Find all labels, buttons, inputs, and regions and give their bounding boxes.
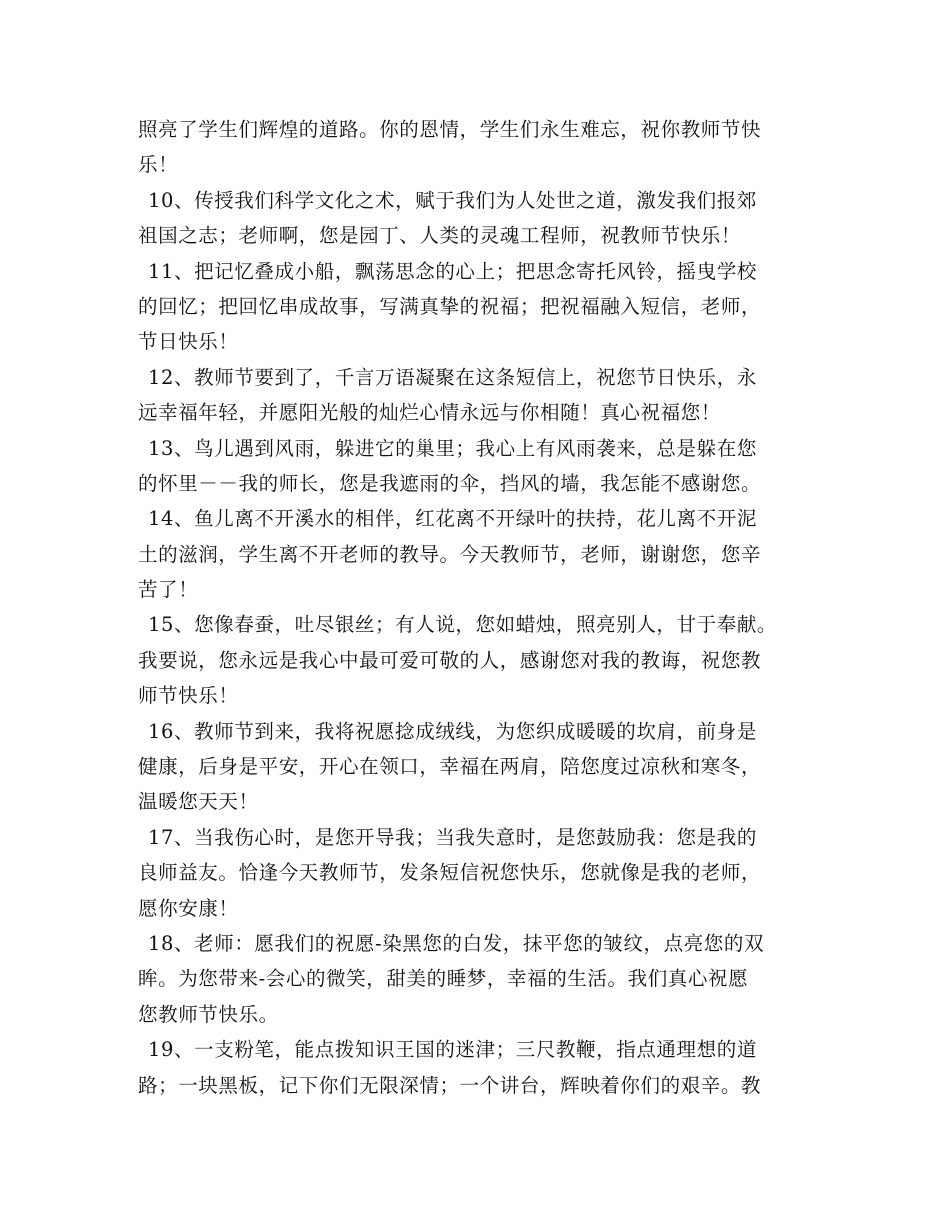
text-line: 16、教师节到来，我将祝愿捻成绒线，为您织成暖暖的坎肩，前身是 [148, 719, 757, 743]
text-line: 良师益友。恰逢今天教师节，发条短信祝您快乐，您就像是我的老师， [138, 861, 762, 885]
text-line: 的怀里－－我的师长，您是我遮雨的伞，挡风的墙，我怎能不感谢您。 [138, 471, 762, 495]
text-line: 温暖您天天！ [138, 790, 259, 814]
document-body [138, 112, 818, 1103]
text-line: 眸。为您带来-会心的微笑，甜美的睡梦，幸福的生活。我们真心祝愿 [138, 967, 749, 991]
text-line: 17、当我伤心时，是您开导我；当我失意时，是您鼓励我：您是我的 [148, 825, 757, 849]
text-line: 祖国之志；老师啊，您是园丁、人类的灵魂工程师，祝教师节快乐！ [138, 224, 742, 248]
text-line: 10、传授我们科学文化之术，赋于我们为人处世之道，激发我们报郊 [148, 188, 757, 212]
text-line: 18、老师：愿我们的祝愿-染黑您的白发，抹平您的皱纹，点亮您的双 [148, 931, 765, 955]
text-line: 苦了！ [138, 578, 199, 602]
text-line: 路；一块黑板，记下你们无限深情；一个讲台，辉映着你们的艰辛。教 [138, 1073, 762, 1097]
text-line: 14、鱼儿离不开溪水的相伴，红花离不开绿叶的扶持，花儿离不开泥 [148, 507, 757, 531]
text-line: 愿你安康！ [138, 896, 239, 920]
text-line: 健康，后身是平安，开心在领口，幸福在两肩，陪您度过凉秋和寒冬， [138, 755, 762, 779]
text-line: 13、鸟儿遇到风雨，躲进它的巢里；我心上有风雨袭来，总是躲在您 [148, 436, 757, 460]
text-line: 12、教师节要到了，千言万语凝聚在这条短信上，祝您节日快乐，永 [148, 365, 757, 389]
text-line: 照亮了学生们辉煌的道路。你的恩情，学生们永生难忘，祝你教师节快 [138, 118, 762, 141]
text-line: 19、一支粉笔，能点拨知识王国的迷津；三尺教鞭，指点通理想的道 [148, 1038, 757, 1062]
text-line: 15、您像春蚕，吐尽银丝；有人说，您如蜡烛，照亮别人，甘于奉献。 [148, 613, 778, 637]
text-line: 乐！ [138, 153, 179, 177]
text-line: 师节快乐！ [138, 684, 239, 708]
text-line: 11、把记忆叠成小船，飘荡思念的心上；把思念寄托风铃，摇曳学校 [148, 259, 757, 283]
text-line: 远幸福年轻，并愿阳光般的灿烂心情永远与你相随！真心祝福您！ [138, 401, 721, 425]
text-line: 的回忆；把回忆串成故事，写满真挚的祝福；把祝福融入短信，老师， [138, 294, 762, 318]
text-line: 节日快乐！ [138, 330, 239, 354]
text-line: 我要说，您永远是我心中最可爱可敬的人，感谢您对我的教诲，祝您教 [138, 648, 762, 672]
text-line: 土的滋润，学生离不开老师的教导。今天教师节，老师，谢谢您，您辛 [138, 542, 762, 566]
text-line: 您教师节快乐。 [138, 1002, 279, 1026]
